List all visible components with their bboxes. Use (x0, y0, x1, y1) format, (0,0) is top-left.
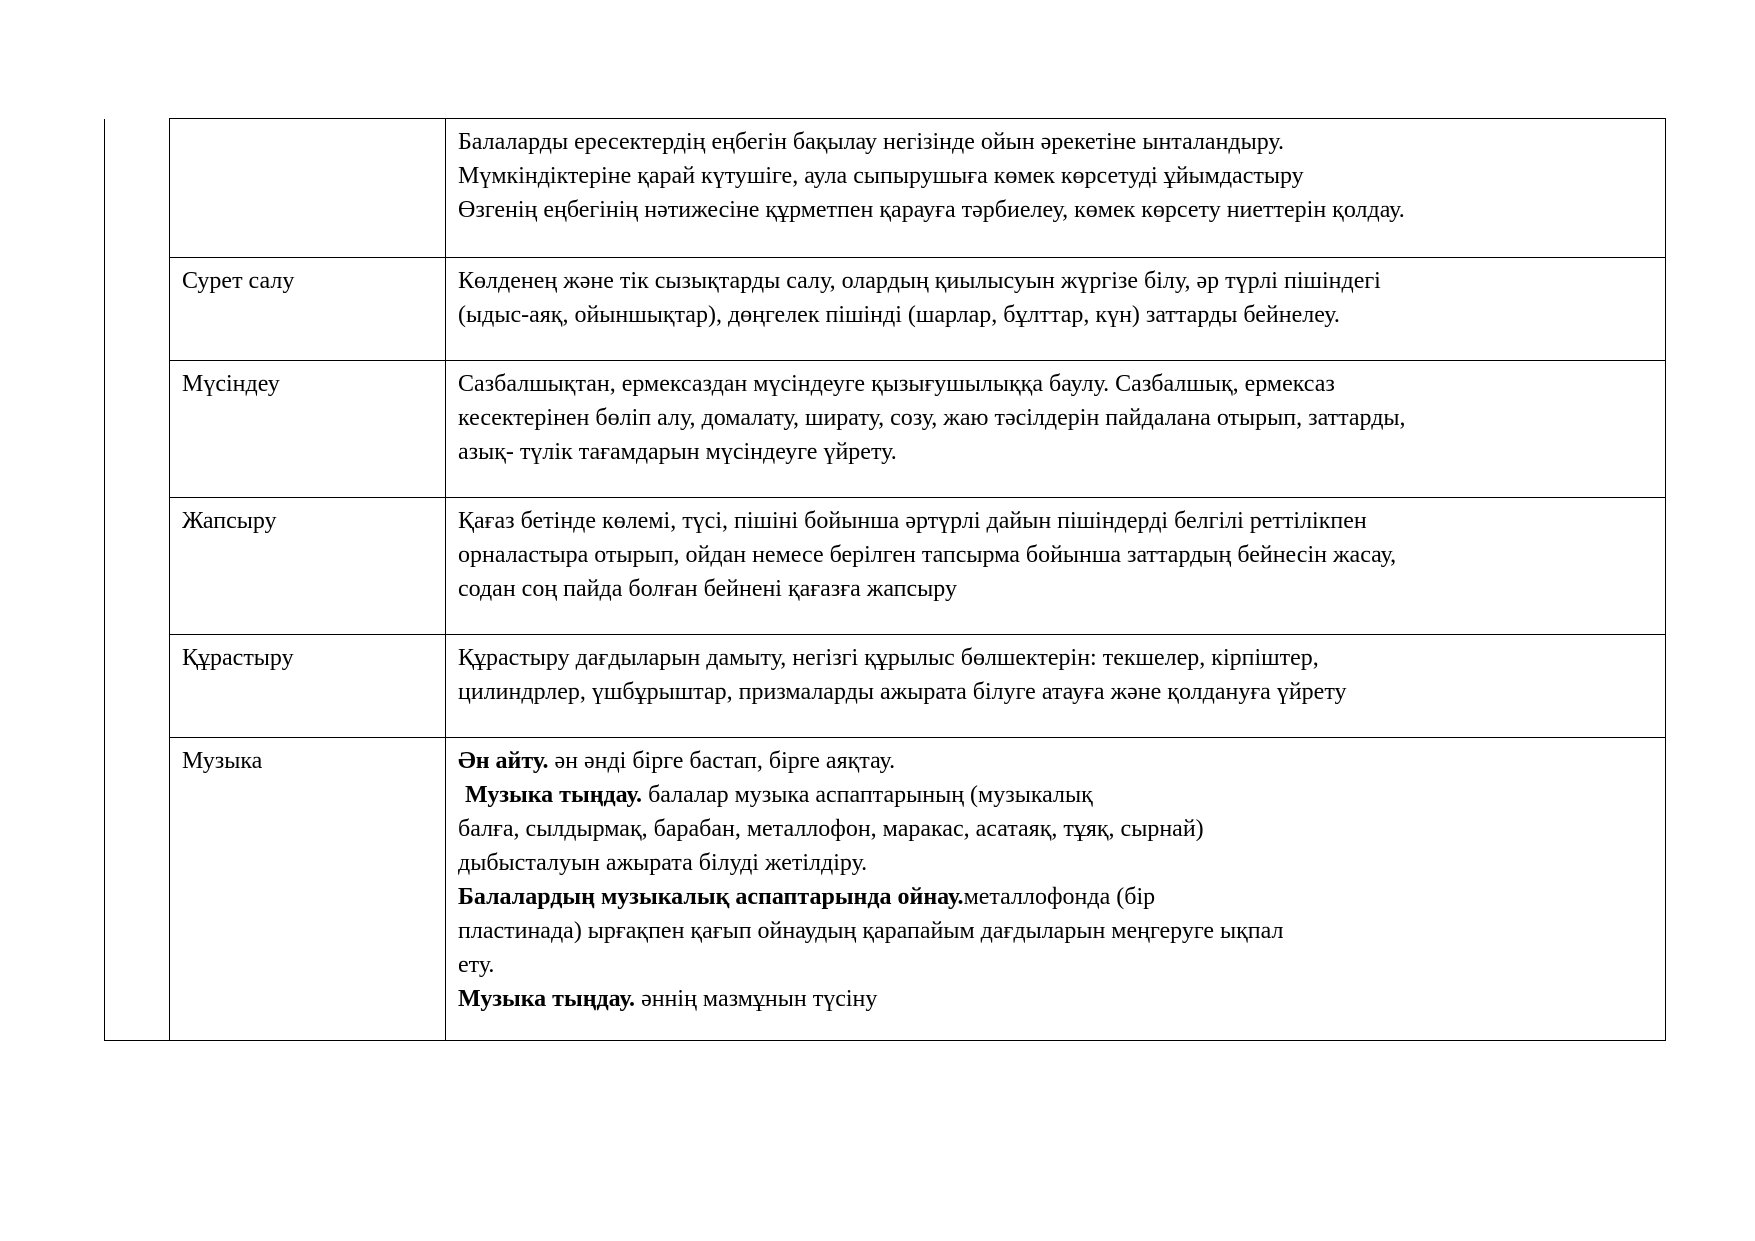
content-cell (446, 258, 1666, 361)
content-cell (446, 119, 1666, 258)
content-line: балға, сылдырмақ, барабан, металлофон, маракас, асатаяқ, тұяқ, сырнай) (458, 816, 1204, 842)
content-line: (ыдыс-аяқ, ойыншықтар), дөңгелек пішінді (шарлар, бұлттар, күн) заттарды бейнелеу. (458, 302, 1340, 328)
content-line: Қағаз бетінде көлемі, түсі, пішіні бойынша әртүрлі дайын пішіндерді белгілі реттілікпен (458, 508, 1367, 534)
subject-cell: Жапсыру (170, 498, 446, 635)
bold-heading: Музыка тыңдау. (465, 782, 643, 808)
content-text: металлофонда (бір (963, 884, 1156, 910)
table-row (170, 361, 1666, 498)
table-row (170, 635, 1666, 738)
content-text: балалар музыка аспаптарының (музыкалық (642, 782, 1093, 808)
content-line (458, 880, 1653, 914)
content-line: цилиндрлер, үшбұрыштар, призмаларды ажырата білуге атауға және қолдануға үйрету (458, 679, 1347, 705)
content-line (458, 744, 1653, 778)
content-cell (446, 498, 1666, 635)
content-line (458, 982, 1653, 1016)
content-line: азық- түлік тағамдарын мүсіндеуге үйрету. (458, 439, 897, 465)
content-line: кесектерінен бөліп алу, домалату, ширату, созу, жаю тәсілдерін пайдалана отырып, заттарды, (458, 405, 1406, 431)
content-line (458, 778, 1653, 812)
content-line: дыбысталуын ажырата білуді жетілдіру. (458, 850, 868, 876)
bold-heading: Музыка тыңдау. (458, 986, 636, 1012)
subject-cell: Құрастыру (170, 635, 446, 738)
outer-bottom-border (104, 1040, 169, 1041)
content-line: ету. (458, 952, 495, 978)
subject-cell: Мүсіндеу (170, 361, 446, 498)
content-text: әннің мазмұнын түсіну (635, 986, 878, 1012)
bold-heading: Балалардың музыкалық аспаптарында ойнау. (458, 884, 964, 910)
content-line: Мүмкіндіктеріне қарай күтушіге, аула сыпырушыға көмек көрсетуді ұйымдастыру (458, 163, 1304, 189)
table-row (170, 119, 1666, 258)
subject-cell: Сурет салу (170, 258, 446, 361)
outer-left-border (104, 119, 105, 1041)
content-line: Сазбалшықтан, ермексаздан мүсіндеуге қызығушылыққа баулу. Сазбалшық, ермексаз (458, 371, 1335, 397)
content-cell (446, 738, 1666, 1041)
curriculum-table (169, 118, 1666, 1041)
content-cell (446, 635, 1666, 738)
subject-cell (170, 119, 446, 258)
content-text: ән әнді бірге бастап, бірге аяқтау. (548, 748, 896, 774)
content-line: пластинада) ырғақпен қағып ойнаудың қарапайым дағдыларын меңгеруге ықпал (458, 918, 1284, 944)
table-row (170, 258, 1666, 361)
content-line: Өзгенің еңбегінің нәтижесіне құрметпен қарауға тәрбиелеу, көмек көрсету ниеттерін қолдау. (458, 197, 1405, 223)
content-line: Балаларды ересектердің еңбегін бақылау негізінде ойын әрекетіне ынталандыру. (458, 129, 1285, 155)
table-row (170, 498, 1666, 635)
content-line: содан соң пайда болған бейнені қағазға жапсыру (458, 576, 957, 602)
bold-heading: Ән айту. (458, 748, 549, 774)
table-row (170, 738, 1666, 1041)
content-cell (446, 361, 1666, 498)
content-line: орналастыра отырып, ойдан немесе берілген тапсырма бойынша заттардың бейнесін жасау, (458, 542, 1397, 568)
subject-cell: Музыка (170, 738, 446, 1041)
content-line: Құрастыру дағдыларын дамыту, негізгі құрылыс бөлшектерін: текшелер, кірпіштер, (458, 645, 1319, 671)
content-line: Көлденең және тік сызықтарды салу, олардың қиылысуын жүргізе білу, әр түрлі пішіндегі (458, 268, 1381, 294)
